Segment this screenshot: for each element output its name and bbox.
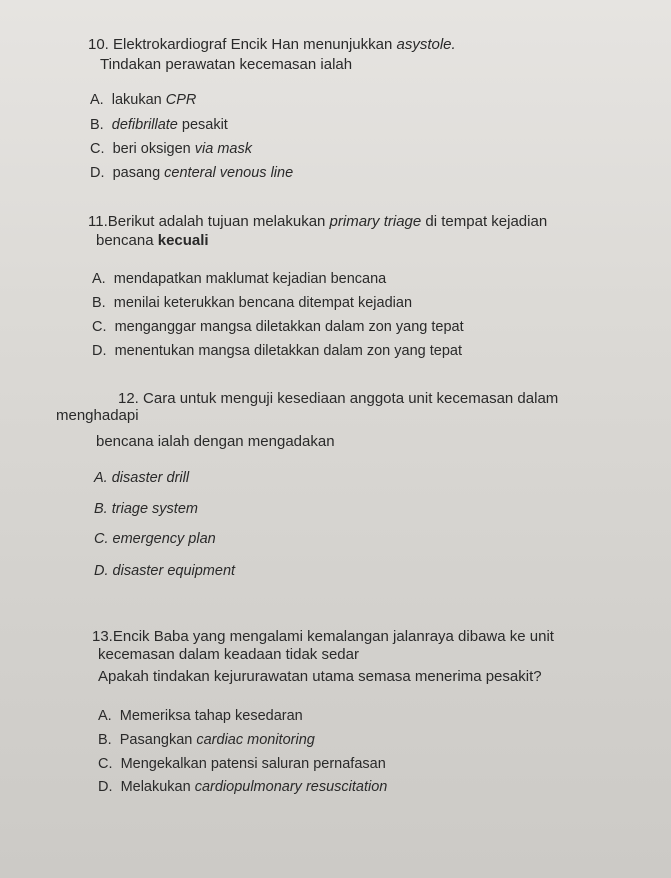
q12-option-b: B. triage system <box>94 501 198 517</box>
q11-option-d: D. menentukan mangsa diletakkan dalam zon yang tepat <box>92 343 462 359</box>
q10-option-c: C. beri oksigen via mask <box>90 141 252 157</box>
q12-stem-line2: menghadapi <box>56 407 139 424</box>
q11-option-a: A. mendapatkan maklumat kejadian bencana <box>92 271 387 287</box>
q12-option-d: D. disaster equipment <box>94 563 236 579</box>
q10-stem-line2: Tindakan perawatan kecemasan ialah <box>100 56 353 73</box>
q10-option-a: A. lakukan CPR <box>90 92 197 108</box>
q13-stem-line3: Apakah tindakan kejururawatan utama semasa menerima pesakit? <box>98 668 542 685</box>
q13-option-c: C. Mengekalkan patensi saluran pernafasan <box>98 756 386 772</box>
q10-option-d: D. pasang centeral venous line <box>90 165 294 181</box>
q12-option-c: C. emergency plan <box>94 531 216 547</box>
q13-option-b: B. Pasangkan cardiac monitoring <box>98 732 315 748</box>
q10-option-b: B. defibrillate pesakit <box>90 117 228 133</box>
q11-option-b: B. menilai keterukkan bencana ditempat kejadian <box>92 295 413 311</box>
q13-option-d: D. Melakukan cardiopulmonary resuscitation <box>98 779 388 795</box>
q13-stem-line2: kecemasan dalam keadaan tidak sedar <box>98 646 359 663</box>
q13-option-a: A. Memeriksa tahap kesedaran <box>98 708 303 724</box>
q12-stem-line1: 12. Cara untuk menguji kesediaan anggota unit kecemasan dalam <box>118 390 559 407</box>
q13-stem-line1: 13.Encik Baba yang mengalami kemalangan jalanraya dibawa ke unit <box>92 628 554 645</box>
q10-stem-line1 <box>88 36 456 54</box>
q11-stem-line1: 11.Berikut adalah tujuan melakukan primary triage di tempat kejadian <box>88 213 548 230</box>
q10-stem-emphasis: asystole. <box>396 36 456 53</box>
q12-option-a: A. disaster drill <box>94 470 190 486</box>
q12-stem-line3: bencana ialah dengan mengadakan <box>96 433 335 450</box>
q11-option-c: C. menganggar mangsa diletakkan dalam zon yang tepat <box>92 319 464 335</box>
q10-stem-text: 10. Elektrokardiograf Encik Han menunjukkan <box>88 36 397 53</box>
q11-stem-line2: bencana kecuali <box>96 232 209 249</box>
